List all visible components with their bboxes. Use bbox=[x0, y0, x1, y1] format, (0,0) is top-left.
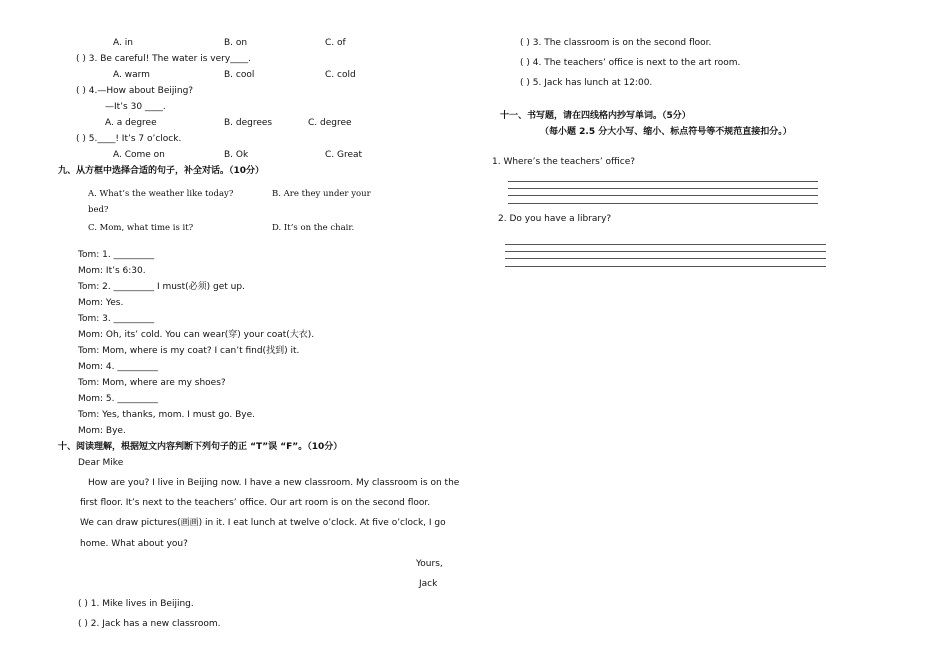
option-c: C. Great bbox=[325, 150, 363, 160]
dialogue-line: Mom: 4. _________ bbox=[78, 362, 158, 372]
dialogue-line: Mom: Yes. bbox=[78, 298, 124, 308]
letter-salutation: Dear Mike bbox=[78, 458, 124, 468]
section-10-title: 十、阅读理解，根据短文内容判断下列句子的正 “T”误 “F”。（10分） bbox=[58, 442, 343, 452]
dialogue-line: Mom: Bye. bbox=[78, 426, 126, 436]
question-text: ( ) 4.—How about Beijing? bbox=[76, 86, 194, 96]
question-text: ( ) 5.____! It’s 7 o’clock. bbox=[76, 134, 182, 144]
tf-statement: ( ) 2. Jack has a new classroom. bbox=[78, 619, 221, 629]
dialogue-line: Tom: Yes, thanks, mom. I must go. Bye. bbox=[78, 410, 255, 420]
guide-line bbox=[505, 266, 826, 267]
option-b: B. Ok bbox=[224, 150, 249, 160]
guide-line bbox=[508, 188, 818, 189]
writing-question-2: 2. Do you have a library? bbox=[498, 214, 612, 224]
option-b: B. degrees bbox=[224, 118, 273, 128]
option-c: C. of bbox=[325, 38, 346, 48]
guide-line bbox=[508, 195, 818, 196]
section-11-note: （每小题 2.5 分大小写、缩小、标点符号等不规范直接扣分。） bbox=[540, 127, 792, 137]
dialogue-line: Tom: 3. _________ bbox=[78, 314, 155, 324]
option-b: B. cool bbox=[224, 70, 255, 80]
option-a: A. What’s the weather like today? bbox=[88, 189, 234, 199]
option-c: C. degree bbox=[308, 118, 352, 128]
section-9-title: 九、从方框中选择合适的句子，补全对话。（10分） bbox=[58, 166, 265, 176]
option-a: A. a degree bbox=[105, 118, 157, 128]
tf-statement: ( ) 4. The teachers’ office is next to the art room. bbox=[520, 58, 741, 68]
option-d: D. It’s on the chair. bbox=[272, 223, 355, 233]
question-text: ( ) 3. Be careful! The water is very____. bbox=[76, 54, 252, 64]
dialogue-line: Tom: 1. _________ bbox=[78, 250, 155, 260]
question-reply: —It’s 30 ____. bbox=[105, 102, 166, 112]
letter-signature: Jack bbox=[419, 579, 438, 589]
writing-question-1: 1. Where’s the teachers’ office? bbox=[492, 157, 636, 167]
option-b-continued: bed? bbox=[88, 205, 109, 215]
dialogue-line: Tom: Mom, where is my coat? I can’t find(找到) it. bbox=[78, 346, 300, 356]
dialogue-line: Tom: Mom, where are my shoes? bbox=[78, 378, 226, 388]
option-c: C. cold bbox=[325, 70, 356, 80]
tf-statement: ( ) 1. Mike lives in Beijing. bbox=[78, 599, 194, 609]
section-11-title: 十一、书写题，请在四线格内抄写单词。（5分） bbox=[500, 111, 691, 121]
option-c: C. Mom, what time is it? bbox=[88, 223, 194, 233]
tf-statement: ( ) 5. Jack has lunch at 12:00. bbox=[520, 78, 653, 88]
guide-line bbox=[505, 258, 826, 259]
option-a: A. in bbox=[113, 38, 133, 48]
guide-line bbox=[505, 251, 826, 252]
passage-line: We can draw pictures(画画) in it. I eat lunch at twelve o’clock. At five o’clock, I go bbox=[80, 518, 446, 528]
tf-statement: ( ) 3. The classroom is on the second floor. bbox=[520, 38, 712, 48]
guide-line bbox=[508, 181, 818, 182]
option-a: A. warm bbox=[113, 70, 150, 80]
option-b: B. Are they under your bbox=[272, 189, 371, 199]
dialogue-line: Mom: Oh, its’ cold. You can wear(穿) your coat(大衣). bbox=[78, 330, 315, 340]
option-b: B. on bbox=[224, 38, 248, 48]
option-a: A. Come on bbox=[113, 150, 165, 160]
dialogue-line: Tom: 2. _________ I must(必须) get up. bbox=[78, 282, 245, 292]
guide-line bbox=[508, 203, 818, 204]
passage-line: first floor. It’s next to the teachers’ office. Our art room is on the second floor. bbox=[80, 498, 431, 508]
letter-closing: Yours, bbox=[416, 559, 443, 569]
passage-line: home. What about you? bbox=[80, 539, 188, 549]
passage-line: How are you? I live in Beijing now. I have a new classroom. My classroom is on the bbox=[88, 478, 460, 488]
guide-line bbox=[505, 244, 826, 245]
dialogue-line: Mom: It’s 6:30. bbox=[78, 266, 146, 276]
dialogue-line: Mom: 5. _________ bbox=[78, 394, 158, 404]
